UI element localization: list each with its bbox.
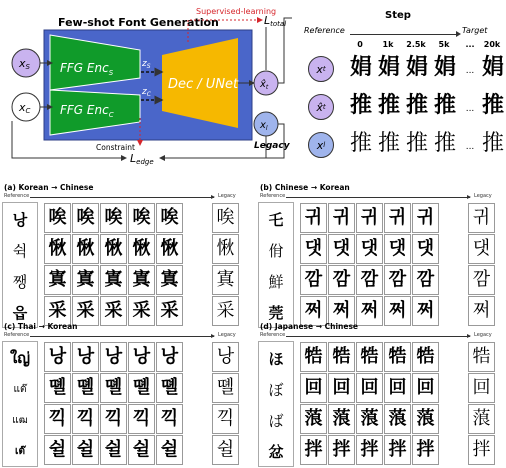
panel-reference-label: Reference	[4, 193, 30, 199]
glyph: 采	[48, 300, 67, 321]
glyph: 蒗	[360, 408, 379, 429]
generated-glyph-cell	[300, 435, 327, 465]
glyph: 唉	[104, 207, 123, 228]
glyph: 采	[132, 300, 151, 321]
legacy-glyph-cell	[212, 203, 239, 233]
generated-glyph-cell	[156, 265, 183, 295]
step-row-label-sub: t	[322, 103, 326, 111]
generated-glyph-cell	[128, 265, 155, 295]
step-glyph-0-0: 娟	[349, 55, 372, 80]
step-table	[300, 10, 504, 170]
step-ellipsis-1: ...	[465, 104, 475, 114]
panel-title: (a) Korean → Chinese	[4, 183, 94, 192]
generated-glyph-cell	[44, 404, 71, 434]
legacy-output-node	[254, 112, 278, 136]
glyph: 愀	[104, 238, 123, 259]
generated-glyph-cell	[44, 373, 71, 403]
glyph: 낭	[160, 346, 179, 367]
generated-glyph-cell	[328, 234, 355, 264]
generated-glyph-cell	[356, 203, 383, 233]
step-row-label-text: x̂	[316, 100, 323, 114]
glyph: 댓	[360, 238, 379, 259]
glyph: 귀	[360, 207, 379, 228]
glyph: 끽	[216, 408, 235, 429]
glyph: 唉	[132, 207, 151, 228]
reference-glyph-1: 쉭	[12, 241, 28, 260]
glyph: 뗼	[132, 377, 151, 398]
glyph: 拌	[360, 439, 379, 460]
glyph: 귀	[388, 207, 407, 228]
l-total-label: Ltotal	[264, 14, 287, 28]
glyph: 깜	[360, 269, 379, 290]
panel-c	[0, 322, 242, 468]
glyph: 귀	[416, 207, 435, 228]
enc-s-label: FFG Enc$_S$	[60, 61, 114, 77]
glyph: 牿	[360, 346, 379, 367]
z-s-label: $z_S$	[142, 59, 151, 70]
glyph: 寘	[160, 269, 179, 290]
glyph: 끽	[48, 408, 67, 429]
legacy-glyph-cell	[212, 435, 239, 465]
step-header-2: 2.5k	[406, 40, 426, 49]
step-row-label-text: x	[316, 62, 323, 76]
glyph: 뗼	[160, 377, 179, 398]
x-s-label: xS	[19, 57, 30, 71]
step-title: Step	[385, 10, 411, 21]
panel-title: (d) Japanese → Chinese	[260, 322, 358, 331]
generated-glyph-cell	[44, 203, 71, 233]
generated-glyph-cell	[356, 373, 383, 403]
panel-legacy-label: Legacy	[474, 332, 492, 338]
generated-glyph-cell	[384, 373, 411, 403]
generated-glyph-cell	[300, 265, 327, 295]
glyph: 愀	[216, 238, 235, 259]
generated-glyph-cell	[328, 373, 355, 403]
glyph: 쉴	[104, 439, 123, 460]
generated-glyph-cell	[384, 435, 411, 465]
generated-glyph-cell	[72, 234, 99, 264]
panel-a	[0, 183, 242, 329]
glyph: 牿	[416, 346, 435, 367]
glyph: 愀	[76, 238, 95, 259]
glyph: 댓	[388, 238, 407, 259]
glyph: 拌	[388, 439, 407, 460]
panel-progress-arrow	[30, 197, 214, 198]
step-row-label-sub: l	[323, 141, 326, 149]
step-glyph-1-3: 推	[433, 93, 456, 118]
step-glyph-1-5: 推	[481, 93, 504, 118]
glyph: 唉	[48, 207, 67, 228]
legacy-glyph-cell	[212, 404, 239, 434]
glyph: 蒗	[304, 408, 323, 429]
reference-glyph-2: แฒ	[12, 414, 28, 426]
generated-glyph-cell	[328, 203, 355, 233]
step-row-label-2	[308, 132, 334, 158]
panel-reference-label: Reference	[260, 332, 286, 338]
glyph: 寘	[104, 269, 123, 290]
glyph: 牿	[472, 346, 491, 367]
glyph: 쉴	[48, 439, 67, 460]
generated-glyph-cell	[412, 234, 439, 264]
reference-glyph-0: 낭	[12, 210, 28, 229]
generated-glyph-cell	[328, 342, 355, 372]
diagram-title: Few-shot Font Generation	[58, 16, 219, 29]
glyph: 쩌	[472, 300, 491, 321]
step-row-label-text: x	[316, 138, 324, 152]
glyph: 귀	[472, 207, 491, 228]
generated-glyph-cell	[128, 435, 155, 465]
glyph: 낭	[132, 346, 151, 367]
glyph: 回	[388, 377, 407, 398]
step-glyph-1-0: 推	[349, 93, 372, 118]
generated-glyph-cell	[412, 265, 439, 295]
glyph: 낭	[216, 346, 235, 367]
step-glyph-0-1: 娟	[377, 55, 400, 80]
legacy-glyph-cell	[468, 435, 495, 465]
step-glyph-2-0: 推	[349, 131, 372, 156]
glyph: 拌	[472, 439, 491, 460]
glyph: 쉴	[76, 439, 95, 460]
step-row-label-sub: t	[322, 65, 326, 73]
step-glyph-2-3: 推	[433, 131, 456, 156]
step-arrow-head	[456, 31, 461, 37]
glyph: 采	[160, 300, 179, 321]
glyph: 寘	[132, 269, 151, 290]
glyph: 拌	[332, 439, 351, 460]
glyph: 牿	[388, 346, 407, 367]
glyph: 牿	[332, 346, 351, 367]
generated-glyph-cell	[384, 265, 411, 295]
generated-glyph-cell	[300, 342, 327, 372]
panel-legacy-label: Legacy	[218, 332, 236, 338]
legacy-label: Legacy	[254, 141, 290, 151]
reference-glyph-1: ぼ	[268, 380, 284, 399]
glyph: 쩌	[332, 300, 351, 321]
glyph: 깜	[416, 269, 435, 290]
generated-glyph-cell	[156, 234, 183, 264]
glyph: 끽	[132, 408, 151, 429]
step-header-4: ...	[465, 40, 475, 49]
x-c-label: xC	[19, 101, 31, 115]
decoder-label: Dec / UNet	[168, 77, 239, 92]
step-header-0: 0	[357, 40, 363, 49]
generated-glyph-cell	[156, 373, 183, 403]
generated-glyph-cell	[156, 404, 183, 434]
generated-glyph-cell	[356, 404, 383, 434]
generated-glyph-cell	[384, 404, 411, 434]
generated-glyph-cell	[128, 373, 155, 403]
generated-glyph-cell	[100, 435, 127, 465]
legacy-glyph-cell	[468, 234, 495, 264]
generated-glyph-cell	[72, 404, 99, 434]
x-l-label: $x_l$	[260, 120, 268, 132]
step-glyph-0-2: 娟	[405, 55, 428, 80]
z-c-label: $z_C$	[142, 87, 151, 98]
step-target-label: Target	[462, 26, 488, 35]
legacy-glyph-cell	[468, 265, 495, 295]
glyph: 뗼	[216, 377, 235, 398]
glyph: 采	[216, 300, 235, 321]
reference-glyph-3: เต๊	[15, 445, 25, 457]
step-reference-label: Reference	[304, 26, 345, 35]
glyph: 뗼	[48, 377, 67, 398]
panel-legacy-label: Legacy	[474, 193, 492, 199]
glyph: 쉴	[132, 439, 151, 460]
legacy-glyph-cell	[212, 265, 239, 295]
generated-output-node	[254, 71, 278, 95]
panel-title: (c) Thai → Korean	[4, 322, 78, 331]
glyph: 끽	[160, 408, 179, 429]
panel-reference-label: Reference	[4, 332, 30, 338]
step-row-label-0	[308, 56, 334, 82]
glyph: 낭	[76, 346, 95, 367]
glyph: 愀	[160, 238, 179, 259]
generated-glyph-cell	[384, 234, 411, 264]
generated-glyph-cell	[72, 203, 99, 233]
generated-glyph-cell	[100, 404, 127, 434]
glyph: 댓	[472, 238, 491, 259]
glyph: 回	[304, 377, 323, 398]
reference-glyph-3: 읍	[12, 303, 28, 322]
generated-glyph-cell	[356, 234, 383, 264]
generated-glyph-cell	[156, 342, 183, 372]
glyph: 唉	[76, 207, 95, 228]
generated-glyph-cell	[328, 435, 355, 465]
glyph: 댓	[416, 238, 435, 259]
glyph: 蒗	[388, 408, 407, 429]
generated-glyph-cell	[72, 373, 99, 403]
glyph: 댓	[304, 238, 323, 259]
legacy-glyph-cell	[468, 404, 495, 434]
step-header-5: 20k	[483, 40, 501, 49]
legacy-glyph-cell	[212, 342, 239, 372]
generated-glyph-cell	[128, 404, 155, 434]
reference-glyph-1: 佾	[268, 241, 284, 260]
glyph: 唉	[160, 207, 179, 228]
legacy-glyph-cell	[212, 373, 239, 403]
generated-glyph-cell	[44, 265, 71, 295]
step-glyph-0-3: 娟	[433, 55, 456, 80]
glyph: 唉	[216, 207, 235, 228]
generated-glyph-cell	[412, 435, 439, 465]
glyph: 쩌	[416, 300, 435, 321]
glyph: 쩌	[388, 300, 407, 321]
glyph: 뗼	[76, 377, 95, 398]
panel-title: (b) Chinese → Korean	[260, 183, 350, 192]
panel-d	[256, 322, 498, 468]
step-ellipsis-2: ...	[465, 142, 475, 152]
reference-glyph-0: ほ	[268, 349, 284, 368]
glyph: 回	[472, 377, 491, 398]
generated-glyph-cell	[100, 342, 127, 372]
glyph: 采	[76, 300, 95, 321]
reference-glyph-0: 乇	[268, 210, 284, 229]
panel-legacy-label: Legacy	[218, 193, 236, 199]
glyph: 뗼	[104, 377, 123, 398]
glyph: 愀	[132, 238, 151, 259]
generated-glyph-cell	[328, 404, 355, 434]
glyph: 采	[104, 300, 123, 321]
glyph: 끽	[76, 408, 95, 429]
generated-glyph-cell	[128, 234, 155, 264]
glyph: 깜	[472, 269, 491, 290]
generated-glyph-cell	[100, 265, 127, 295]
glyph: 蒗	[472, 408, 491, 429]
glyph: 댓	[332, 238, 351, 259]
generated-glyph-cell	[44, 435, 71, 465]
glyph: 寘	[216, 269, 235, 290]
generated-glyph-cell	[328, 265, 355, 295]
panel-progress-arrow	[30, 336, 214, 337]
step-row-label-1	[308, 94, 334, 120]
glyph: 쩌	[360, 300, 379, 321]
reference-glyph-0: ใญ่	[9, 349, 31, 367]
reference-glyph-2: 쨍	[12, 272, 28, 291]
glyph: 쉴	[160, 439, 179, 460]
legacy-glyph-cell	[212, 234, 239, 264]
generated-glyph-cell	[72, 342, 99, 372]
glyph: 寘	[48, 269, 67, 290]
reference-glyph-2: ば	[268, 411, 284, 430]
generated-glyph-cell	[356, 435, 383, 465]
generated-glyph-cell	[412, 373, 439, 403]
glyph: 끽	[104, 408, 123, 429]
xhat-t-label: $x̂_t$	[260, 79, 269, 91]
generated-glyph-cell	[100, 373, 127, 403]
glyph: 깜	[332, 269, 351, 290]
generated-glyph-cell	[412, 342, 439, 372]
legacy-glyph-cell	[468, 373, 495, 403]
generated-glyph-cell	[72, 265, 99, 295]
supervised-label: Supervised-learning	[196, 7, 277, 16]
step-header-3: 5k	[438, 40, 450, 49]
step-glyph-0-5: 娟	[481, 55, 504, 80]
generated-glyph-cell	[128, 203, 155, 233]
glyph: 귀	[332, 207, 351, 228]
generated-glyph-cell	[128, 342, 155, 372]
generated-glyph-cell	[300, 234, 327, 264]
step-glyph-2-5: 推	[481, 131, 504, 156]
glyph: 蒗	[332, 408, 351, 429]
panel-reference-label: Reference	[260, 193, 286, 199]
generated-glyph-cell	[44, 234, 71, 264]
legacy-glyph-cell	[468, 342, 495, 372]
glyph: 쩌	[304, 300, 323, 321]
glyph: 回	[416, 377, 435, 398]
glyph: 愀	[48, 238, 67, 259]
glyph: 回	[360, 377, 379, 398]
generated-glyph-cell	[384, 203, 411, 233]
generated-glyph-cell	[44, 342, 71, 372]
generated-glyph-cell	[300, 404, 327, 434]
generated-glyph-cell	[356, 265, 383, 295]
legacy-glyph-cell	[468, 203, 495, 233]
glyph: 깜	[388, 269, 407, 290]
glyph: 귀	[304, 207, 323, 228]
generated-glyph-cell	[300, 373, 327, 403]
glyph: 拌	[304, 439, 323, 460]
enc-c-label: FFG Enc$_C$	[60, 103, 114, 119]
glyph: 낭	[104, 346, 123, 367]
generated-glyph-cell	[72, 435, 99, 465]
step-glyph-2-2: 推	[405, 131, 428, 156]
glyph: 牿	[304, 346, 323, 367]
glyph: 回	[332, 377, 351, 398]
generated-glyph-cell	[100, 203, 127, 233]
generated-glyph-cell	[384, 342, 411, 372]
glyph: 寘	[76, 269, 95, 290]
step-glyph-1-2: 推	[405, 93, 428, 118]
panel-progress-arrow	[286, 336, 470, 337]
reference-glyph-2: 鮮	[268, 272, 284, 291]
step-header-1: 1k	[382, 40, 394, 49]
constraint-label: Constraint	[96, 143, 135, 152]
step-arrow-line	[350, 34, 458, 35]
glyph: 쉴	[216, 439, 235, 460]
generated-glyph-cell	[412, 404, 439, 434]
reference-glyph-1: แต๊	[13, 383, 27, 395]
generated-glyph-cell	[156, 203, 183, 233]
generated-glyph-cell	[300, 203, 327, 233]
reference-glyph-3: 忿	[268, 442, 284, 461]
glyph: 蒗	[416, 408, 435, 429]
glyph: 낭	[48, 346, 67, 367]
generated-glyph-cell	[412, 203, 439, 233]
panel-progress-arrow	[286, 197, 470, 198]
generated-glyph-cell	[356, 342, 383, 372]
generated-glyph-cell	[156, 435, 183, 465]
step-ellipsis-0: ...	[465, 66, 475, 76]
reference-glyph-3: 莞	[268, 303, 284, 322]
glyph: 깜	[304, 269, 323, 290]
panel-b	[256, 183, 498, 329]
step-glyph-2-1: 推	[377, 131, 400, 156]
glyph: 拌	[416, 439, 435, 460]
l-edge-label: Ledge	[130, 152, 154, 166]
generated-glyph-cell	[100, 234, 127, 264]
step-glyph-1-1: 推	[377, 93, 400, 118]
